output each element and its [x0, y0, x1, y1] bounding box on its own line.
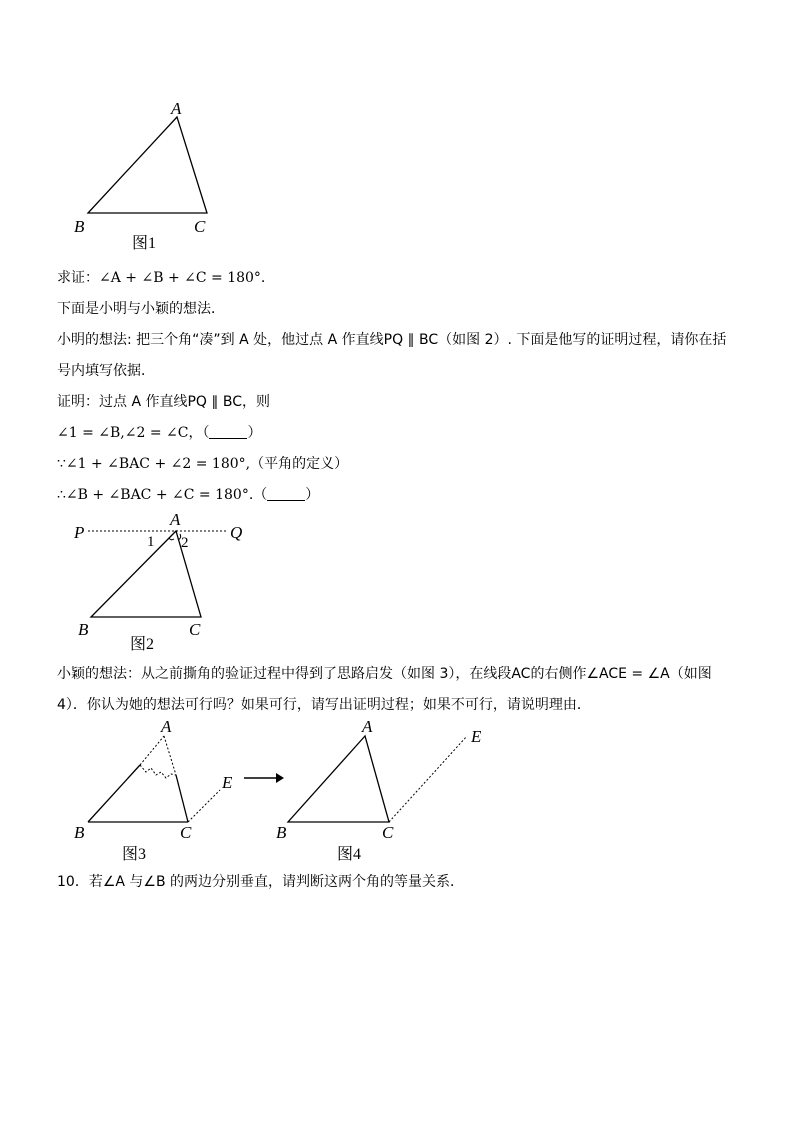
figure-3 — [60, 716, 260, 866]
parallel-line-figure — [60, 510, 260, 655]
label-a: A — [171, 99, 182, 118]
side-ca-lower — [176, 775, 188, 822]
tear-line — [140, 765, 176, 778]
side-ba-lower — [88, 765, 140, 822]
proof-line-2-text: ∠1 = ∠B,∠2 = ∠C，（ — [57, 425, 210, 441]
proof-line-3: ∵∠1 + ∠BAC + ∠2 = 180°,（平角的定义） — [57, 456, 349, 472]
label-c: C — [180, 823, 192, 842]
label-p: P — [74, 523, 85, 542]
xiaoming-idea-line-2: 号内填写依据． — [57, 363, 155, 379]
proof-line-4-close: ） — [305, 487, 320, 503]
answer-blank-1[interactable] — [209, 424, 247, 439]
label-a: A — [362, 717, 373, 736]
angle-ace-figure — [265, 716, 505, 866]
figure-1 — [60, 95, 240, 260]
triangle-abc — [288, 736, 389, 822]
torn-ca-dashed — [164, 736, 176, 775]
figure-4 — [265, 716, 505, 866]
figure-2 — [60, 510, 260, 655]
ray-ce — [188, 790, 220, 822]
figure-caption: 图4 — [337, 846, 362, 863]
label-q: Q — [230, 523, 243, 542]
torn-ba-dashed — [140, 736, 164, 765]
label-a: A — [170, 510, 181, 529]
ideas-intro: 下面是小明与小颖的想法． — [57, 301, 225, 317]
question-10: 10．若∠A 与∠B 的两边分别垂直，请判断这两个角的等量关系． — [57, 874, 464, 890]
triangle-abc-figure — [60, 95, 240, 260]
ray-ce — [389, 736, 467, 822]
label-e: E — [471, 727, 482, 746]
angle-label-1: 1 — [147, 534, 155, 550]
label-c: C — [382, 823, 394, 842]
label-b: B — [276, 823, 287, 842]
label-a: A — [161, 717, 172, 736]
torn-angle-figure — [60, 716, 260, 866]
figure-caption: 图3 — [122, 846, 147, 863]
xiaoming-idea-line-1: 小明的想法: 把三个角“凑”到 A 处，他过点 A 作直线PQ ∥ BC（如图 2）. 下面是他写的证明过程，请你在括 — [57, 332, 727, 348]
figure-caption: 图1 — [132, 235, 157, 252]
label-c: C — [189, 620, 201, 639]
prove-statement: 求证：∠A + ∠B + ∠C = 180°. — [57, 270, 266, 286]
angle-label-2: 2 — [181, 535, 189, 551]
label-e: E — [222, 773, 233, 792]
label-b: B — [74, 217, 85, 236]
proof-line-1: 证明：过点 A 作直线PQ ∥ BC，则 — [57, 394, 270, 410]
xiaoying-idea-line-1: 小颖的想法：从之前撕角的验证过程中得到了思路启发（如图 3），在线段AC的右侧作∠ACE = ∠A（如图 — [57, 666, 712, 682]
label-b: B — [74, 823, 85, 842]
figure-caption: 图2 — [130, 636, 155, 653]
answer-blank-2[interactable] — [267, 486, 305, 501]
proof-line-2-close: ） — [247, 425, 262, 441]
proof-line-4-text: ∴∠B + ∠BAC + ∠C = 180°.（ — [57, 487, 268, 503]
proof-line-2 — [57, 423, 261, 443]
label-c: C — [194, 217, 206, 236]
angle-1-arc — [169, 538, 174, 540]
proof-line-4 — [57, 485, 319, 505]
triangle-abc — [88, 117, 207, 213]
label-b: B — [78, 620, 89, 639]
xiaoying-idea-line-2: 4）．你认为她的想法可行吗？如果可行，请写出证明过程；如果不可行，请说明理由． — [57, 697, 591, 713]
